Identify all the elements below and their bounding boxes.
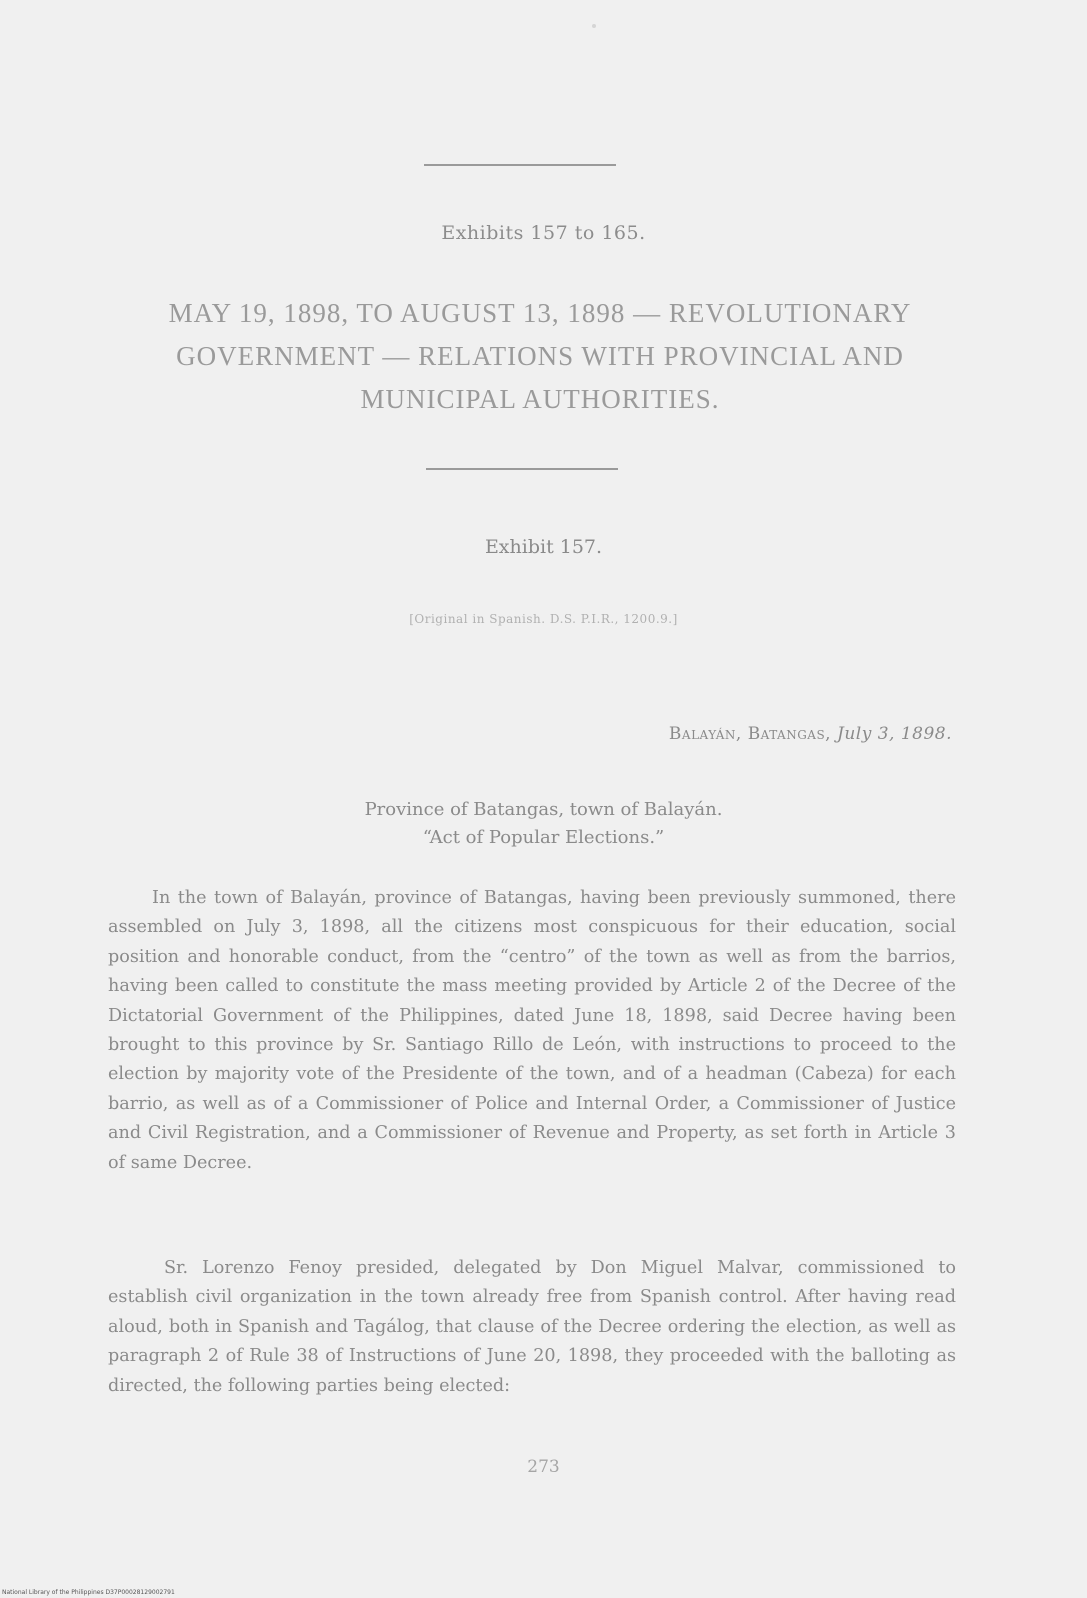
- middle-rule: [426, 468, 618, 470]
- dateline: [669, 724, 952, 744]
- title-line-2: GOVERNMENT — RELATIONS WITH PROVINCIAL AND: [176, 341, 904, 371]
- section-title: [100, 292, 980, 421]
- title-line-3: MUNICIPAL AUTHORITIES.: [360, 384, 720, 414]
- act-heading-line-1: Province of Batangas, town of Balayán.: [364, 799, 723, 820]
- exhibits-range: Exhibits 157 to 165.: [441, 222, 646, 244]
- act-heading-line-2: “Act of Popular Elections.”: [422, 827, 665, 848]
- exhibit-label: Exhibit 157.: [484, 536, 603, 558]
- title-line-1: MAY 19, 1898, TO AUGUST 13, 1898 — REVOLUTIONARY: [168, 298, 912, 328]
- page-smudge: [592, 24, 596, 28]
- page-number: 273: [527, 1457, 560, 1477]
- source-note: [Original in Spanish. D.S. P.I.R., 1200.9.]: [409, 612, 678, 626]
- dateline-place: Balayán, Batangas,: [668, 724, 832, 744]
- footer-credit: National Library of the Philippines D37P00028129002791: [2, 1589, 175, 1596]
- body-paragraph-1: In the town of Balayán, province of Batangas, having been previously summoned, there assembled on July 3, 1898, all the citizens most conspicuous for their education, social position and honorable conduct, from the “centro” of the town as well as from the barrios, having been called to constitute the mass meeting provided by Article 2 of the Decree of the Dictatorial Government of the Philippines, dated June 18, 1898, said Decree having been brought to this province by Sr. Santiago Rillo de León, with instructions to proceed to the election by majority vote of the Presidente of the town, and of a headman (Cabeza) for each barrio, as well as of a Commissioner of Police and Internal Order, a Commissioner of Justice and Civil Registration, and a Commissioner of Revenue and Property, as set forth in Article 3 of same Decree.: [108, 888, 956, 1173]
- body-paragraph-2: Sr. Lorenzo Fenoy presided, delegated by Don Miguel Malvar, commissioned to establish civil organization in the town already free from Spanish control. After having read aloud, both in Spanish and Tagálog, that clause of the Decree ordering the election, as well as paragraph 2 of Rule 38 of Instructions of June 20, 1898, they proceeded with the balloting as directed, the following parties being elected:: [108, 1258, 956, 1396]
- act-heading: [0, 796, 1087, 852]
- top-rule: [424, 164, 616, 166]
- dateline-date: July 3, 1898.: [837, 724, 952, 744]
